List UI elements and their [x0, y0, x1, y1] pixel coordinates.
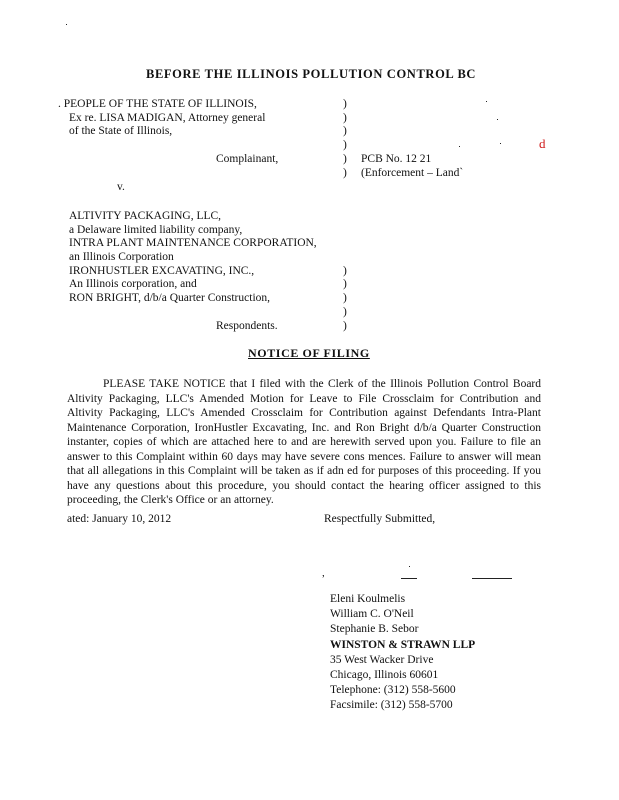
- defendant-line-5: IRONHUSTLER EXCAVATING, INC.,: [69, 265, 255, 277]
- defendant-line-1: ALTIVITY PACKAGING, LLC,: [69, 210, 222, 222]
- caption-paren: ): [343, 265, 347, 277]
- defendant-line-4: an Illinois Corporation: [69, 251, 174, 263]
- defendant-line-7: RON BRIGHT, d/b/a Quarter Construction,: [69, 292, 271, 304]
- case-type: (Enforcement – Land`: [361, 167, 464, 179]
- caption-paren: ): [343, 278, 347, 290]
- law-firm-name: WINSTON & STRAWN LLP: [330, 638, 476, 651]
- complainant-label: Complainant,: [216, 153, 279, 165]
- respondents-label: Respondents.: [216, 320, 278, 332]
- signer-name: Eleni Koulmelis: [330, 593, 406, 605]
- signature-mark: ,: [322, 567, 325, 579]
- signature-line: [401, 578, 417, 579]
- date-line: ated: January 10, 2012: [67, 513, 172, 525]
- versus-label: v.: [117, 181, 125, 193]
- case-number: PCB No. 12 21: [361, 153, 432, 165]
- plaintiff-line-2: Ex re. LISA MADIGAN, Attorney general: [69, 112, 266, 124]
- caption-paren: ): [343, 98, 347, 110]
- address-line: Chicago, Illinois 60601: [330, 669, 439, 682]
- scan-speck: [497, 119, 498, 120]
- defendant-line-6: An Illinois corporation, and: [69, 278, 197, 290]
- caption-paren: ): [343, 125, 347, 137]
- caption-paren: ): [343, 306, 347, 318]
- notice-title: NOTICE OF FILING: [248, 346, 370, 360]
- plaintiff-line-1: . PEOPLE OF THE STATE OF ILLINOIS,: [58, 98, 257, 110]
- scan-speck: [486, 101, 487, 102]
- telephone-line: Telephone: (312) 558-5600: [330, 684, 456, 697]
- plaintiff-line-3: of the State of Illinois,: [69, 125, 173, 137]
- caption-paren: ): [343, 167, 347, 179]
- defendant-line-3: INTRA PLANT MAINTENANCE CORPORATION,: [69, 237, 317, 249]
- court-heading: BEFORE THE ILLINOIS POLLUTION CONTROL BC: [146, 67, 477, 81]
- signature-block: [330, 592, 475, 714]
- caption-paren: ): [343, 139, 347, 151]
- caption-paren: ): [343, 320, 347, 332]
- margin-mark: d: [539, 136, 546, 151]
- scan-speck: [500, 143, 501, 144]
- defendant-line-2: a Delaware limited liability company,: [69, 224, 243, 236]
- address-line: 35 West Wacker Drive: [330, 653, 434, 666]
- signer-name: William C. O'Neil: [330, 608, 414, 621]
- caption-paren: ): [343, 153, 347, 165]
- signature-speck: [409, 566, 410, 567]
- signature-line: [472, 578, 512, 579]
- facsimile-line: Facsimile: (312) 558-5700: [330, 699, 453, 712]
- caption-paren: ): [343, 112, 347, 124]
- notice-body: [67, 377, 541, 508]
- scan-speck: [66, 24, 67, 25]
- signer-name: Stephanie B. Sebor: [330, 623, 419, 636]
- respectfully-submitted: Respectfully Submitted,: [324, 513, 436, 525]
- notice-paragraph: PLEASE TAKE NOTICE that I filed with the Clerk of the Illinois Pollution Control Board Altivity Packaging, LLC's Amended Motion for Leave to File Crossclaim for Contribution and Altivity Packaging, LLC's Amended Crossclaim for Contribution against Defendants Intra-Plant Maintenance Corporation, IronHustler Excavating, Inc. and Ron Bright d/b/a Quarter Construction instanter, copies of which are attached here to and are herewith served upon you. Failure to file an answer to this Complaint within 60 days may have severe cons mences. Failure to answer will mean that all allegations in this Complaint will be taken as if adn ed for purposes of this proceeding. If you have any questions about this procedure, you should contact the hearing officer assigned to this proceeding, the Clerk's Office or an attorney.: [67, 378, 541, 506]
- scan-speck: [459, 146, 460, 147]
- caption-paren: ): [343, 292, 347, 304]
